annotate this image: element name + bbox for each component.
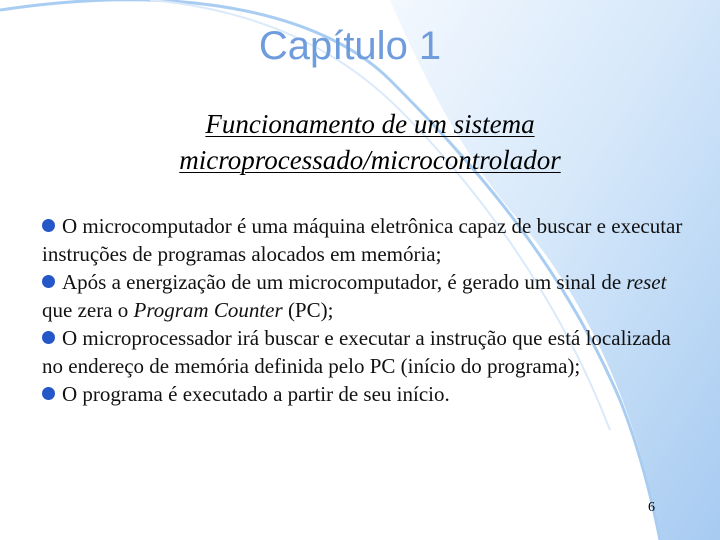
bullet-item <box>42 212 692 268</box>
bullet-dot-icon <box>42 219 55 232</box>
bullet-text-italic: Program Counter <box>133 298 283 322</box>
bullet-text: O microcomputador é uma máquina eletrônica capaz de buscar e executar instruções de programas alocados em memória; <box>42 214 683 266</box>
slide-title: Capítulo 1 <box>258 24 442 68</box>
bullet-item <box>42 324 692 380</box>
bullet-dot-icon <box>42 387 55 400</box>
bullet-item <box>42 380 692 408</box>
bullet-item <box>42 268 692 324</box>
subtitle-line-2: microprocessado/microcontrolador <box>179 145 561 175</box>
bullet-text: O programa é executado a partir de seu início. <box>62 382 450 406</box>
bullet-text: (PC); <box>282 298 334 322</box>
bullet-text: O microprocessador irá buscar e executar a instrução que está localizada no endereço de memória definida pelo PC (início do programa); <box>42 326 671 378</box>
bullet-text-italic: reset <box>626 270 667 294</box>
bullet-list <box>42 212 692 408</box>
bullet-text: que zera o <box>42 298 134 322</box>
bullet-dot-icon <box>42 275 55 288</box>
bullet-dot-icon <box>42 331 55 344</box>
page-number: 6 <box>648 500 655 515</box>
subtitle-line-1: Funcionamento de um sistema <box>205 109 535 139</box>
slide-subtitle <box>0 106 720 178</box>
bullet-text: Após a energização de um microcomputador, é gerado um sinal de <box>62 270 627 294</box>
